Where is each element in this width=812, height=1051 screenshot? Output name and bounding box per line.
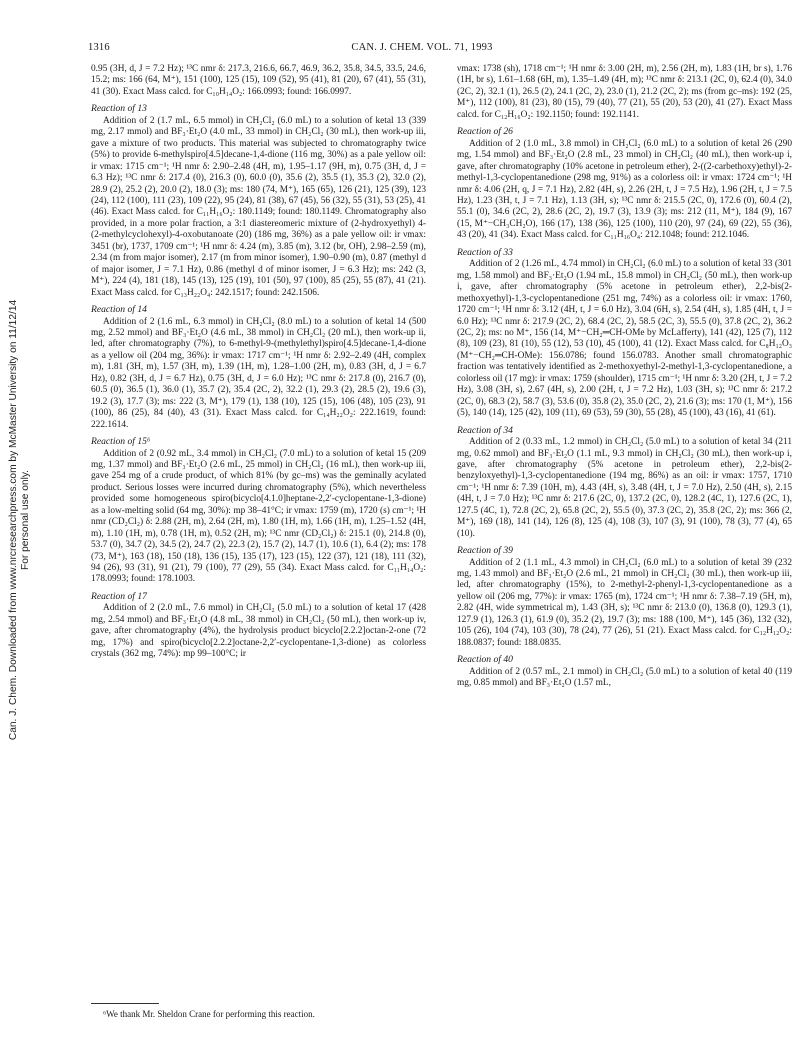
paragraph-reaction-40: Addition of 2 (0.57 mL, 2.1 mmol) in CH₂Cl₂ (5.0 mL) to a solution of ketal 40 (119 mg, 0.85 mmol) and BF₃·Et₂O (1.57 mL, <box>457 666 792 689</box>
section-heading-reaction-15: Reaction of 15⁶ <box>91 436 151 448</box>
section-heading-reaction-14: Reaction of 14 <box>91 304 147 316</box>
paragraph-reaction-15: Addition of 2 (0.92 mL, 3.4 mmol) in CH₂Cl₂ (7.0 mL) to a solution of ketal 15 (209 mg, 1.37 mmol) and BF₃·Et₂O (2.6 mL, 25 mmol) in CH₂Cl₂ (16 mL), then work-up iii, gave 254 mg of a crude product, of which 81% (by gc–ms) was the geminally acylated product. Serious losses were incurred during chromatography (5%), which nevertheless provided some homogeneous spiro(bicyclo[4.1.0]heptane-2,2′-cyclopentane-1,3-dione) as a low-melting solid (64 mg, 30%): mp 38–41°C; ir νmax: 1759 (m), 1720 (s) cm⁻¹; ¹H nmr (CD₂Cl₂) δ: 2.88 (2H, m), 2.64 (2H, m), 1.80 (1H, m), 1.66 (1H, m), 1.25–1.52 (4H, m), 1.10 (1H, m), 0.78 (1H, m), 0.52 (2H, m); ¹³C nmr (CD₂Cl₂) δ: 215.1 (0), 214.8 (0), 53.7 (0), 34.7 (2), 34.5 (2), 24.7 (2), 22.3 (2), 15.7 (2), 14.7 (1), 10.6 (1), 6.4 (2); ms: 178 (73, M⁺), 163 (18), 150 (18), 136 (15), 135 (17), 123 (15), 122 (37), 121 (18), 111 (32), 94 (26), 93 (31), 91 (21), 79 (100), 77 (29), 55 (34). Exact Mass calcd. for C₁₁H₁₄O₂: 178.0993; found: 178.1003. <box>91 448 426 585</box>
watermark-line-2: For personal use only. <box>20 469 31 571</box>
section-heading-reaction-40: Reaction of 40 <box>457 654 513 666</box>
paragraph-reaction-17: Addition of 2 (2.0 mL, 7.6 mmol) in CH₂Cl₂ (5.0 mL) to a solution of ketal 17 (428 mg, 2.54 mmol) and BF₃·Et₂O (4.8 mL, 38 mmol) in CH₂Cl₂ (50 mL), then work-up iv, gave, after chromatography (4%), the hydrolysis product bicyclo[2.2.2]octan-2-one (72 mg, 17%) and spiro(bicyclo[2.2.2]octane-2,2′-cyclopentane-1,3-dione) as colorless crystals (362 mg, 74%): mp 99–100°C; ir <box>91 603 426 660</box>
footnote: ⁶We thank Mr. Sheldon Crane for performing this reaction. <box>103 1009 315 1019</box>
paragraph-reaction-34: Addition of 2 (0.33 mL, 1.2 mmol) in CH₂Cl₂ (5.0 mL) to a solution of ketal 34 (211 mg, 0.62 mmol) and BF₃·Et₂O (1.1 mL, 9.3 mmol) in CH₂Cl₂ (30 mL), then work-up i, gave, after chromatography (5% acetone in petroleum ether), 2,2-bis(2-benzyloxyethyl)-1,3-cyclopentanedione (194 mg, 86%) as an oil: ir νmax: 1757, 1710 cm⁻¹; ¹H nmr δ: 7.39 (10H, m), 4.43 (4H, s), 3.48 (4H, t, J = 7.0 Hz), 2.50 (4H, s), 2.15 (4H, t, J = 7.0 Hz); ¹³C nmr δ: 217.6 (2C, 0), 137.2 (2C, 0), 128.2 (4C, 1), 127.6 (2C, 1), 127.5 (4C, 1), 72.8 (2C, 2), 65.8 (2C, 2), 55.5 (0), 37.3 (2C, 2), 35.8 (2C, 2); ms: 366 (2, M⁺), 169 (18), 141 (14), 126 (8), 125 (4), 108 (3), 107 (3), 91 (100), 78 (3), 77 (4), 65 (10). <box>457 437 792 539</box>
right-column <box>457 64 792 690</box>
section-heading-reaction-26: Reaction of 26 <box>457 126 513 138</box>
watermark-text <box>8 300 32 740</box>
section-heading-reaction-17: Reaction of 17 <box>91 590 147 602</box>
section-heading-reaction-13: Reaction of 13 <box>91 103 147 115</box>
paragraph-continued: νmax: 1738 (sh), 1718 cm⁻¹; ¹H nmr δ: 3.00 (2H, m), 2.56 (2H, m), 1.83 (1H, br s), 1.76 (1H, br s), 1.61–1.68 (6H, m), 1.35–1.49 (4H, m); ¹³C nmr δ: 213.1 (2C, 0), 62.4 (0), 34.0 (2C, 2), 32.1 (1), 26.5 (2), 24.1 (2C, 2), 23.0 (1), 21.2 (2C, 2); ms (from gc–ms): 192 (25, M⁺), 112 (100), 81 (23), 80 (15), 79 (40), 77 (21), 55 (20), 53 (20), 41 (27). Exact Mass calcd. for C₁₂H₁₆O₂: 192.1150; found: 192.1141. <box>457 64 792 120</box>
paragraph-reaction-26: Addition of 2 (1.0 mL, 3.8 mmol) in CH₂Cl₂ (6.0 mL) to a solution of ketal 26 (290 mg, 1.54 mmol) and BF₃·Et₂O (2.8 mL, 23 mmol) in CH₂Cl₂ (40 mL), then work-up i, gave, after chromatography (10% acetone in petroleum ether), 2-((2-carbethoxy)ethyl)-2-methyl-1,3-cyclopentanedione (298 mg, 91%) as a colorless oil: ir νmax: 1724 cm⁻¹; ¹H nmr δ: 4.06 (2H, q, J = 7.1 Hz), 2.82 (4H, s), 2.26 (2H, t, J = 7.5 Hz), 1.96 (2H, t, J = 7.5 Hz), 1.23 (3H, t, J = 7.1 Hz), 1.13 (3H, s); ¹³C nmr δ: 215.5 (2C, 0), 172.6 (0), 60.4 (2), 55.1 (0), 34.6 (2C, 2), 28.6 (2C, 2), 19.7 (3), 13.9 (3); ms: 212 (11, M⁺), 184 (9), 167 (15, M⁺−CH₃CH₂O), 166 (17), 138 (36), 125 (100), 110 (20), 97 (24), 69 (22), 55 (36), 43 (20), 41 (34). Exact Mass calcd. for C₁₁H₁₆O₄: 212.1048; found: 212.1046. <box>457 138 792 241</box>
paragraph-reaction-13: Addition of 2 (1.7 mL, 6.5 mmol) in CH₂Cl₂ (6.0 mL) to a solution of ketal 13 (339 mg, 2.17 mmol) and BF₃·Et₂O (4.0 mL, 33 mmol) in CH₂Cl₂ (30 mL), then work-up iii, gave a mixture of two products. This material was subjected to chromatography twice (5%) to provide 6-methylspiro[4.5]decane-1,4-dione (116 mg, 30%) as a pale yellow oil: ir νmax: 1715 cm⁻¹; ¹H nmr δ: 2.90–2.48 (4H, m), 1.95–1.17 (9H, m), 0.75 (3H, d, J = 6.3 Hz); ¹³C nmr δ: 217.4 (0), 216.3 (0), 60.0 (0), 35.6 (2), 35.5 (1), 35.3 (2), 32.0 (2), 28.9 (2), 25.2 (2), 20.0 (2), 18.0 (3); ms: 180 (74, M⁺), 165 (65), 126 (21), 125 (39), 123 (24), 112 (100), 111 (23), 109 (22), 95 (24), 81 (38), 67 (45), 56 (32), 55 (31), 53 (25), 41 (46). Exact Mass calcd. for C₁₁H₁₆O₂: 180.1149; found: 180.1149. Chromatography also provided, in a more polar fraction, a 3:1 diastereomeric mixture of (2-hydroxyethyl) 4-(2-methylcyclohexyl)-4-oxobutanoate (20) (186 mg, 36%) as a pale yellow oil: ir νmax: 3451 (br), 1737, 1709 cm⁻¹; ¹H nmr δ: 4.24 (m), 3.85 (m), 3.12 (br, OH), 2.98–2.59 (m), 2.34 (m from major isomer), 2.17 (m from minor isomer), 1.90–0.90 (m), 0.87 (methyl d of major isomer, J = 7.1 Hz), 0.86 (methyl d of minor isomer, J = 6.3 Hz); ms: 242 (3, M⁺), 224 (4), 181 (18), 145 (13), 125 (19), 101 (50), 97 (100), 85 (25), 55 (87), 41 (21). Exact Mass calcd. for C₁₃H₂₂O₄: 242.1517; found: 242.1506. <box>91 115 426 298</box>
footnote-divider <box>91 1003 159 1004</box>
paragraph-continued: 0.95 (3H, d, J = 7.2 Hz); ¹³C nmr δ: 217.3, 216.6, 66.7, 46.9, 36.2, 35.8, 34.5, 33.5, 24.6, 15.2; ms: 166 (64, M⁺), 151 (100), 125 (15), 109 (52), 95 (41), 81 (20), 67 (41), 55 (31), 41 (30). Exact Mass calcd. for C₁₀H₁₄O₂: 166.0993; found: 166.0997. <box>91 64 426 97</box>
section-heading-reaction-33: Reaction of 33 <box>457 246 513 258</box>
journal-reference: CAN. J. CHEM. VOL. 71, 1993 <box>351 42 493 53</box>
left-column <box>91 64 426 661</box>
section-heading-reaction-34: Reaction of 34 <box>457 424 513 436</box>
section-heading-reaction-39: Reaction of 39 <box>457 545 513 557</box>
watermark-line-1: Can. J. Chem. Downloaded from www.nrcresearchpress.com by McMaster University on 11/12/14 <box>8 299 19 741</box>
paragraph-reaction-14: Addition of 2 (1.6 mL, 6.3 mmol) in CH₂Cl₂ (8.0 mL) to a solution of ketal 14 (500 mg, 2.52 mmol) and BF₃·Et₂O (4.6 mL, 38 mmol) in CH₂Cl₂ (20 mL), then work-up ii, led, after chromatography (7%), to 6-methyl-9-(methylethyl)spiro[4.5]decane-1,4-dione as a yellow oil (204 mg, 36%): ir νmax: 1717 cm⁻¹; ¹H nmr δ: 2.92–2.49 (4H, complex m), 1.81 (3H, m), 1.57 (3H, m), 1.39 (1H, m), 1.28–1.00 (2H, m), 0.83 (3H, d, J = 6.7 Hz), 0.82 (3H, d, J = 6.7 Hz), 0.75 (3H, d, J = 6.0 Hz); ¹³C nmr δ: 217.8 (0), 216.7 (0), 60.5 (0), 36.5 (1), 36.0 (1), 35.7 (2), 35.4 (2C, 2), 32.2 (1), 29.3 (2), 28.5 (2), 19.6 (3), 19.2 (3), 17.7 (3); ms: 222 (3, M⁺), 179 (1), 138 (10), 125 (15), 106 (48), 105 (23), 91 (100), 86 (25), 84 (40), 43 (31). Exact Mass calcd. for C₁₄H₂₂O₂: 222.1619, found: 222.1614. <box>91 316 426 430</box>
paragraph-reaction-33: Addition of 2 (1.26 mL, 4.74 mmol) in CH₂Cl₂ (6.0 mL) to a solution of ketal 33 (301 mg, 1.58 mmol) and BF₃·Et₂O (1.94 mL, 15.8 mmol) in CH₂Cl₂ (50 mL), then work-up i, gave, after chromatography (5% acetone in petroleum ether), 2,2-bis(2-methoxyethyl)-1,3-cyclopentanedione (251 mg, 74%) as a colorless oil: ir νmax: 1760, 1720 cm⁻¹; ¹H nmr δ: 3.12 (4H, t, J = 6.0 Hz), 3.04 (6H, s), 2.54 (4H, s), 1.85 (4H, t, J = 6.0 Hz); ¹³C nmr δ: 217.9 (2C, 2), 68.4 (2C, 2), 58.5 (2C, 3), 55.5 (0), 37.8 (2C, 2), 36.2 (2C, 2); ms: no M⁺, 156 (14, M⁺−CH₂═CH-OMe by McLafferty), 141 (42), 125 (7), 112 (8), 109 (23), 81 (10), 55 (12), 53 (10), 45 (100), 41 (12). Exact Mass calcd. for C₈H₁₂O₃ (M⁺−CH₂═CH-OMe): 156.0786; found 156.0783. Another small chromatographic fraction was tentatively identified as 2-methoxyethyl-2-methyl-1,3-cyclopentanedione, a colorless oil (17 mg): ir νmax: 1759 (shoulder), 1715 cm⁻¹; ¹H nmr δ: 3.20 (2H, t, J = 7.2 Hz), 3.08 (3H, s), 2.67 (4H, s), 2.00 (2H, t, J = 7.2 Hz), 1.03 (3H, s); ¹³C nmr δ: 217.2 (2C, 0), 68.3 (2), 58.7 (3), 53.6 (0), 35.8 (2), 35.0 (2C, 2), 21.6 (3); ms: 170 (1, M⁺), 156 (5), 140 (14), 125 (42), 109 (11), 69 (53), 59 (30), 55 (28), 45 (100), 43 (16), 41 (61). <box>457 259 792 419</box>
page-number: 1316 <box>88 42 110 53</box>
running-header <box>88 42 756 58</box>
paragraph-reaction-39: Addition of 2 (1.1 mL, 4.3 mmol) in CH₂Cl₂ (6.0 mL) to a solution of ketal 39 (232 mg, 1.43 mmol) and BF₃·Et₂O (2.6 mL, 21 mmol) in CH₂Cl₂ (30 mL), then work-up iii, led, after chromatography (15%), to 2-methyl-2-phenyl-1,3-cyclopentanedione as a yellow oil (206 mg, 77%): ir νmax: 1765 (m), 1724 cm⁻¹; ¹H nmr δ: 7.38–7.19 (5H, m), 2.82 (4H, wide symmetrical m), 1.43 (3H, s); ¹³C nmr δ: 213.0 (0), 136.8 (0), 129.3 (1), 127.9 (1), 126.3 (1), 61.9 (0), 35.2 (2), 19.7 (3); ms: 188 (100, M⁺), 145 (36), 132 (32), 105 (26), 104 (74), 103 (30), 78 (24), 77 (26), 51 (21). Exact Mass calcd. for C₁₂H₁₂O₂: 188.0837; found: 188.0835. <box>457 557 792 648</box>
download-watermark <box>0 150 40 890</box>
